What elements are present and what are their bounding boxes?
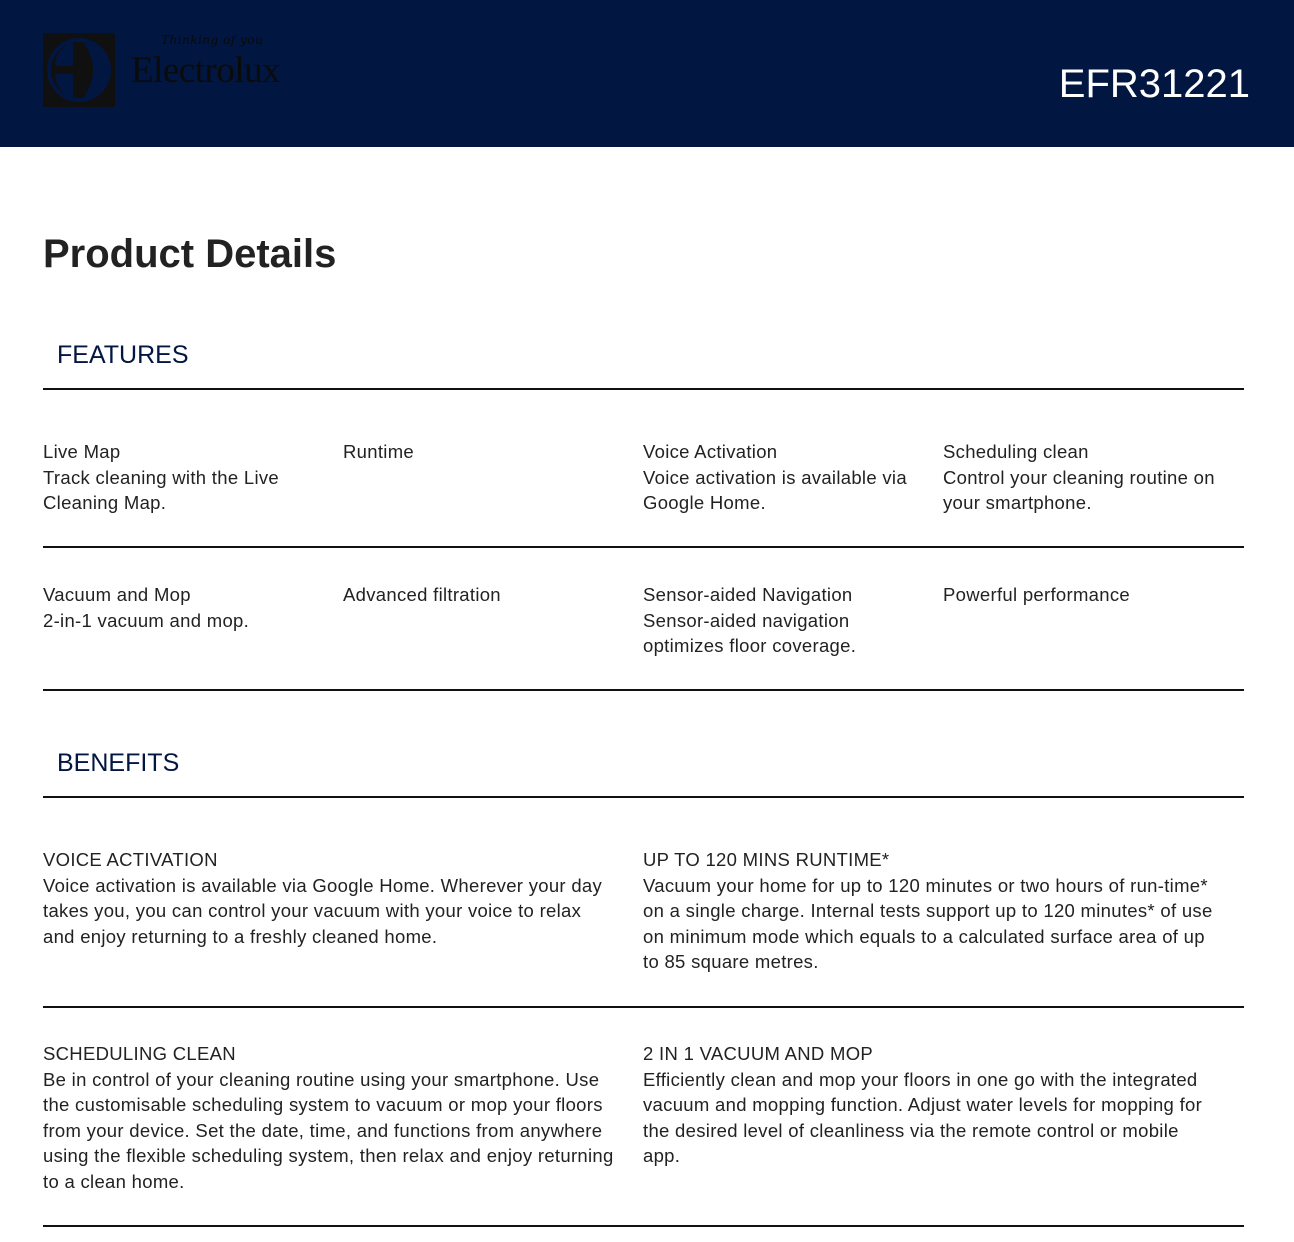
- feature-description: Control your cleaning routine on your smartphone.: [943, 466, 1215, 513]
- benefit-description: Efficiently clean and mop your floors in one go with the integrated vacuum and mopping function. Adjust water levels for mopping for the desired level of cleanliness via the remote control or mobile app.: [643, 1068, 1203, 1166]
- benefits-heading: BENEFITS: [57, 749, 180, 777]
- feature-title: Live Map: [43, 441, 121, 462]
- benefits-row-divider: [43, 1006, 1244, 1008]
- features-bottom-rule: [43, 689, 1244, 691]
- feature-live-map: [43, 439, 323, 516]
- benefit-voice-activation: [43, 847, 618, 949]
- benefit-title: UP TO 120 MINS RUNTIME*: [643, 849, 890, 870]
- feature-sensor-aided-navigation: [643, 582, 923, 659]
- benefit-description: Vacuum your home for up to 120 minutes or two hours of run-time* on a single charge. Internal tests support up to 120 minutes* of use on minimum mode which equals to a calculated surface area of up to 85 square metres.: [643, 874, 1213, 972]
- feature-description: 2-in-1 vacuum and mop.: [43, 609, 250, 631]
- feature-description: Track cleaning with the Live Cleaning Map.: [43, 466, 279, 513]
- feature-powerful-performance: [943, 582, 1233, 608]
- features-heading-rule: [43, 388, 1244, 390]
- feature-description: Sensor-aided navigation optimizes floor coverage.: [643, 609, 857, 656]
- electrolux-logo-icon: [43, 33, 115, 107]
- feature-title: Voice Activation: [643, 441, 778, 462]
- benefit-description: Voice activation is available via Google Home. Wherever your day takes you, you can control your vacuum with your voice to relax and enjoy returning to a freshly cleaned home.: [43, 874, 603, 947]
- page-title: Product Details: [43, 232, 337, 276]
- feature-title: Advanced filtration: [343, 584, 501, 605]
- benefits-bottom-rule: [43, 1225, 1244, 1227]
- feature-advanced-filtration: [343, 582, 623, 608]
- feature-title: Scheduling clean: [943, 441, 1089, 462]
- feature-voice-activation: [643, 439, 923, 516]
- brand-tagline: Thinking of you: [161, 33, 264, 47]
- features-heading: FEATURES: [57, 341, 189, 369]
- brand-wordmark: Electrolux: [131, 50, 281, 91]
- benefit-title: SCHEDULING CLEAN: [43, 1043, 236, 1064]
- feature-title: Runtime: [343, 441, 414, 462]
- feature-scheduling-clean: [943, 439, 1233, 516]
- feature-title: Sensor-aided Navigation: [643, 584, 853, 605]
- benefit-scheduling-clean: [43, 1041, 621, 1194]
- benefits-heading-rule: [43, 796, 1244, 798]
- page-header: [0, 0, 1294, 147]
- benefit-vacuum-and-mop: [643, 1041, 1218, 1169]
- feature-description: Voice activation is available via Google Home.: [643, 466, 907, 513]
- feature-runtime: [343, 439, 623, 465]
- benefit-title: VOICE ACTIVATION: [43, 849, 218, 870]
- brand-logo: [43, 33, 303, 109]
- feature-title: Powerful performance: [943, 584, 1130, 605]
- feature-title: Vacuum and Mop: [43, 584, 191, 605]
- model-number: EFR31221: [1058, 62, 1250, 106]
- benefit-runtime: [643, 847, 1218, 975]
- benefit-description: Be in control of your cleaning routine using your smartphone. Use the customisable scheduling system to vacuum or mop your floors from your device. Set the date, time, and functions from anywhere using the flexible scheduling system, then relax and enjoy returning to a clean home.: [43, 1068, 614, 1192]
- features-row-divider: [43, 546, 1244, 548]
- benefit-title: 2 IN 1 VACUUM AND MOP: [643, 1043, 874, 1064]
- feature-vacuum-and-mop: [43, 582, 323, 633]
